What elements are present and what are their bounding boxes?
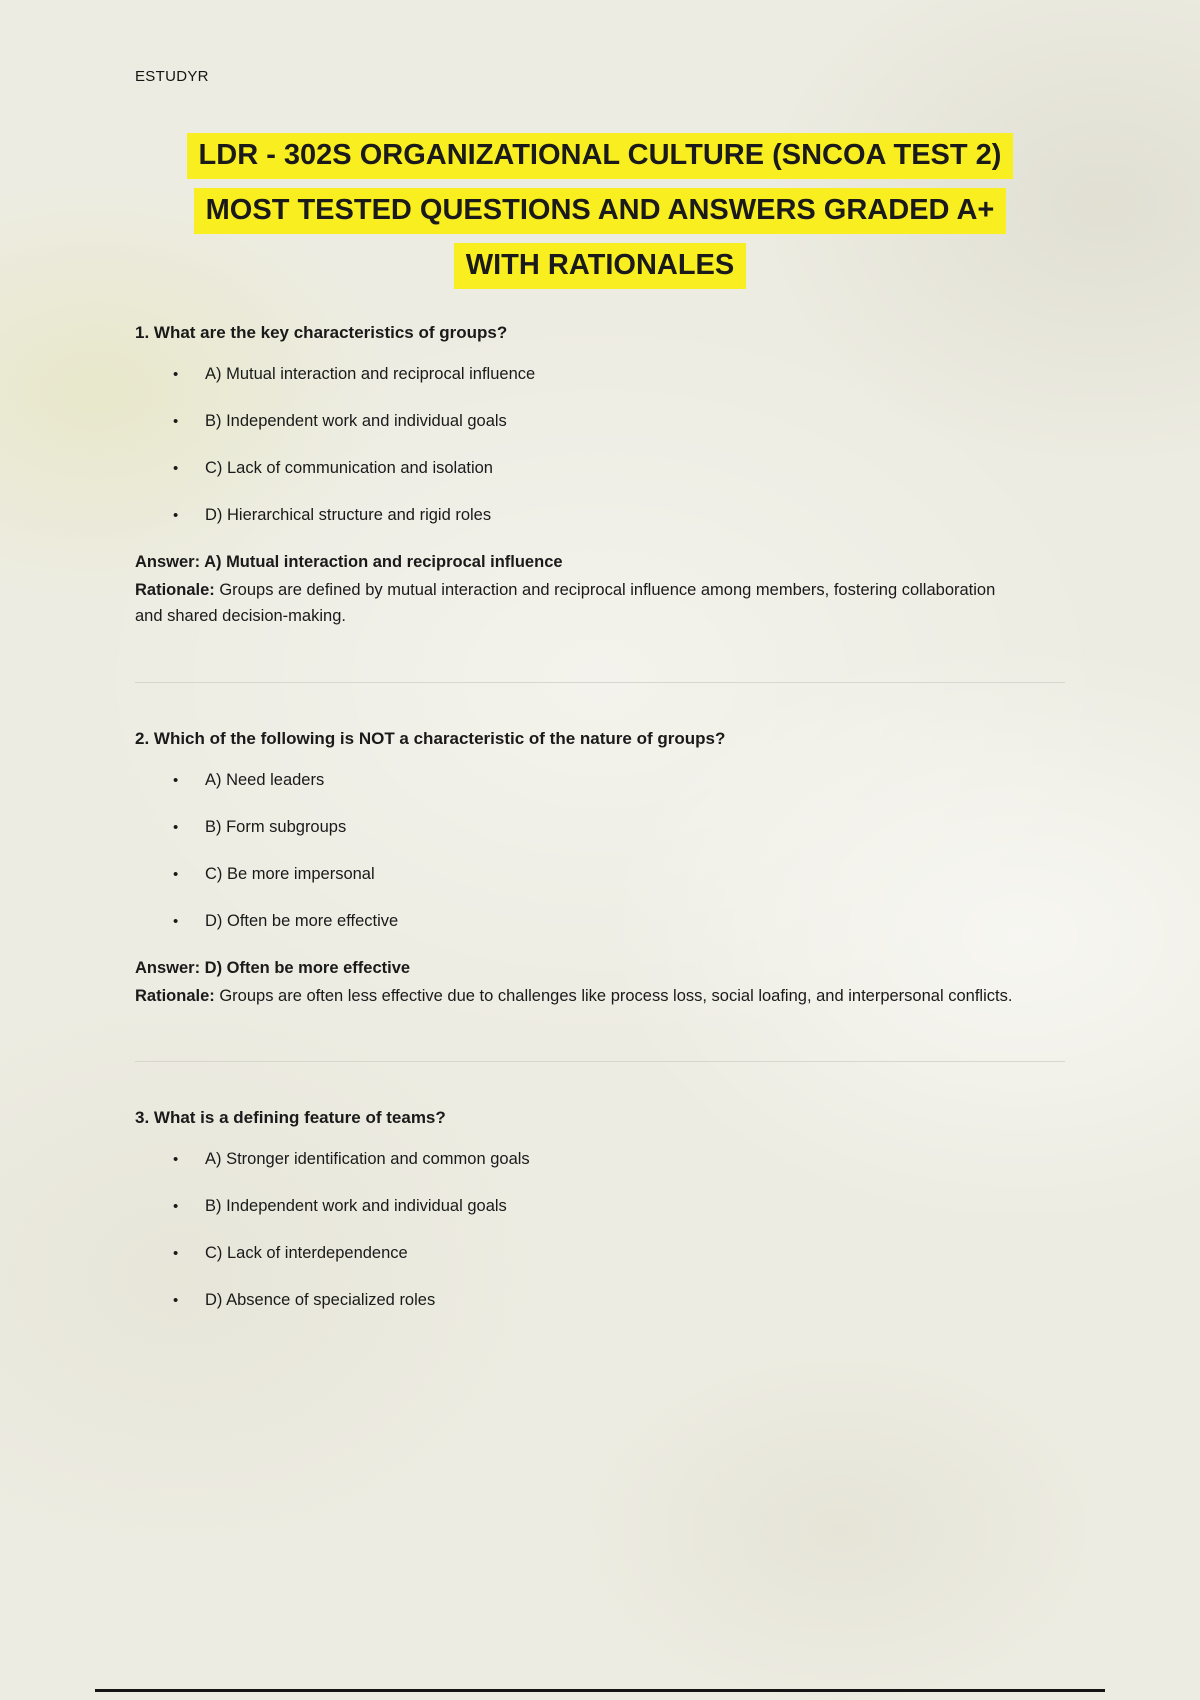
bullet-icon: • — [173, 1245, 179, 1263]
rationale-text — [135, 577, 1015, 630]
options-list — [135, 1150, 1065, 1310]
option-item — [135, 412, 1065, 431]
option-label: B) Form subgroups — [205, 817, 347, 836]
option-label: C) Lack of interdependence — [205, 1244, 408, 1263]
option-item — [135, 912, 1065, 931]
title-line-2: MOST TESTED QUESTIONS AND ANSWERS GRADED A+ — [194, 188, 1007, 234]
question-block-3 — [135, 1108, 1065, 1310]
option-label: B) Independent work and individual goals — [205, 412, 507, 430]
document-title — [135, 133, 1065, 289]
rationale-body: Groups are defined by mutual interaction and reciprocal influence among members, fostering collaboration and shared decision-making. — [135, 581, 996, 626]
option-item — [135, 365, 1065, 384]
bullet-icon: • — [173, 1292, 179, 1310]
bullet-icon: • — [173, 507, 179, 524]
answer-text: Answer: D) Often be more effective — [135, 958, 411, 977]
option-item — [135, 1291, 1065, 1310]
question-text: 1. What are the key characteristics of groups? — [135, 323, 508, 342]
option-item — [135, 506, 1065, 525]
option-label: A) Mutual interaction and reciprocal influence — [205, 365, 536, 383]
question-block-1 — [135, 323, 1065, 630]
bullet-icon: • — [173, 771, 179, 789]
option-label: A) Stronger identification and common goals — [205, 1150, 530, 1169]
bullet-icon: • — [173, 912, 179, 930]
bullet-icon: • — [173, 1151, 179, 1169]
option-item — [135, 818, 1065, 837]
option-label: C) Lack of communication and isolation — [205, 459, 493, 477]
option-label: A) Need leaders — [205, 770, 325, 789]
page-bottom-rule — [95, 1689, 1105, 1692]
bullet-icon: • — [173, 865, 179, 883]
option-label: B) Independent work and individual goals — [205, 1197, 507, 1216]
brand-header: ESTUDYR — [135, 68, 209, 85]
option-label: C) Be more impersonal — [205, 864, 375, 883]
rationale-label: Rationale: — [135, 986, 215, 1005]
bullet-icon: • — [173, 460, 179, 477]
title-line-1: LDR - 302S ORGANIZATIONAL CULTURE (SNCOA TEST 2) — [187, 133, 1014, 179]
option-item — [135, 1150, 1065, 1169]
rationale-text — [135, 983, 1015, 1009]
option-item — [135, 1244, 1065, 1263]
option-item — [135, 1197, 1065, 1216]
question-block-2 — [135, 729, 1065, 1009]
bullet-icon: • — [173, 366, 179, 383]
options-list — [135, 771, 1065, 931]
answer-text: Answer: A) Mutual interaction and reciprocal influence — [135, 553, 563, 571]
rationale-body: Groups are often less effective due to challenges like process loss, social loafing, and interpersonal conflicts. — [214, 986, 1013, 1005]
bullet-icon: • — [173, 413, 179, 430]
option-item — [135, 771, 1065, 790]
section-divider — [135, 1061, 1065, 1062]
section-divider — [135, 682, 1065, 683]
option-item — [135, 865, 1065, 884]
bullet-icon: • — [173, 818, 179, 836]
option-label: D) Absence of specialized roles — [205, 1291, 436, 1310]
option-label: D) Hierarchical structure and rigid roles — [205, 506, 492, 524]
option-item — [135, 459, 1065, 478]
rationale-label: Rationale: — [135, 581, 215, 599]
title-line-3: WITH RATIONALES — [454, 243, 747, 289]
question-text: 3. What is a defining feature of teams? — [135, 1108, 446, 1128]
option-label: D) Often be more effective — [205, 911, 399, 930]
options-list — [135, 365, 1065, 525]
bullet-icon: • — [173, 1198, 179, 1216]
question-text: 2. Which of the following is NOT a characteristic of the nature of groups? — [135, 728, 726, 748]
